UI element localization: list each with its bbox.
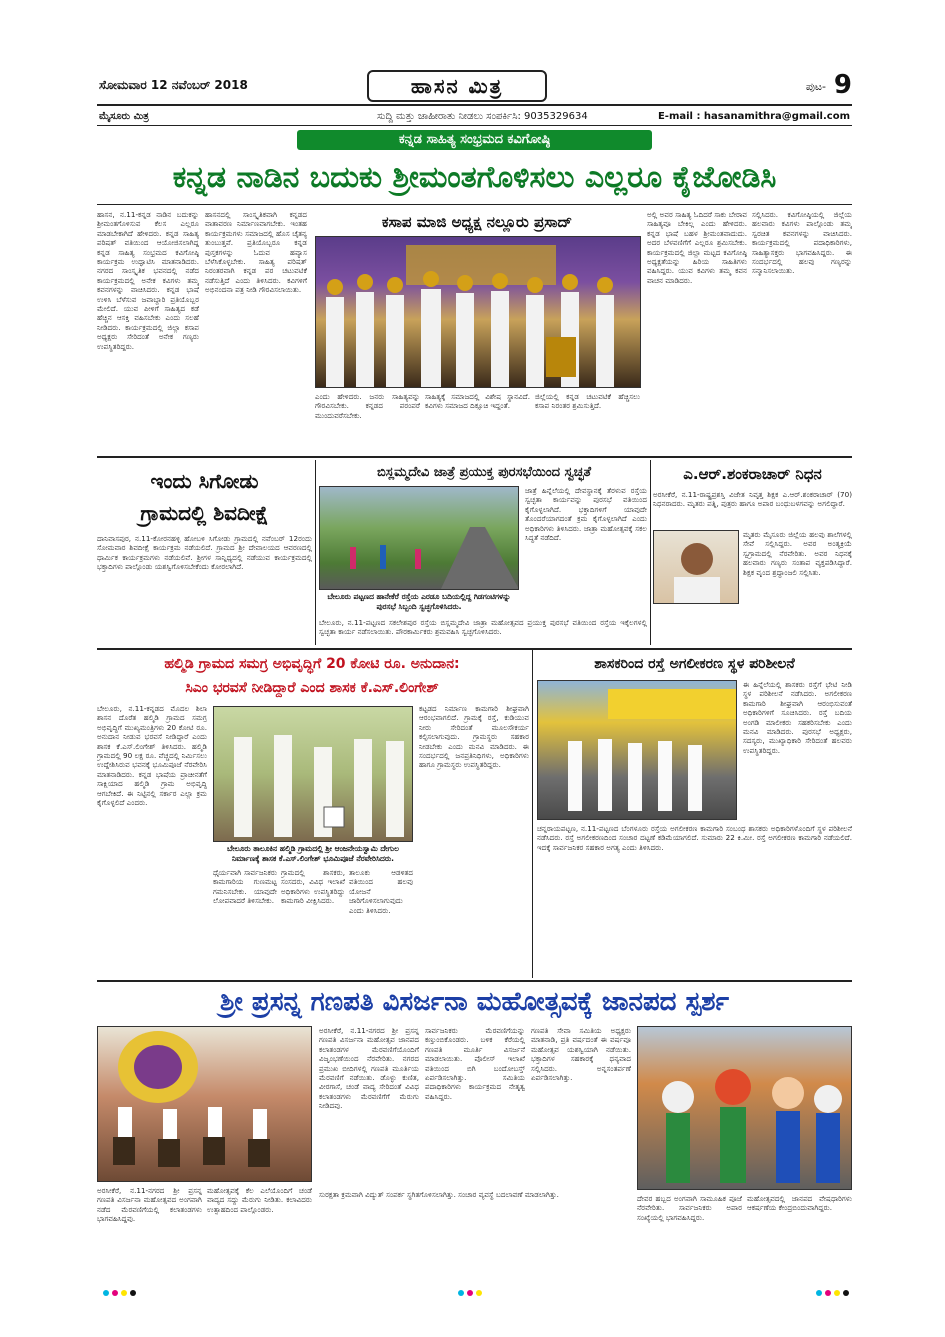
story5-photo-col-c: ತಾಲೂಕು ಆಡಳಿತದ ವತಿಯಿಂದ ಹಲವು ಯೋಜನೆ ಜಾರಿಗೊಳಿಸಲಾಗುವುದು ಎಂದು ತಿಳಿಸಿದರು. bbox=[349, 868, 413, 915]
subheader bbox=[97, 108, 852, 126]
registration-mark bbox=[458, 1290, 464, 1296]
story7-col-mid-b: ಸಾರ್ವಜನಿಕರು ಮೆರವಣಿಗೆಯನ್ನು ಕಣ್ತುಂಬಿಕೊಂಡರು. ಬಳಿಕ ಕೆರೆಯಲ್ಲಿ ಗಣಪತಿ ಮೂರ್ತಿ ವಿಸರ್ಜನೆ ಮಾಡಲಾಯಿತು. ಪೊಲೀಸ್ ಇಲಾಖೆ ವತಿಯಿಂದ ಬಿಗಿ ಬಂದೋಬಸ್ತ್ ಏರ್ಪಡಿಸಲಾಗಿತ್ತು. ಸಮಿತಿಯ ಪದಾಧಿಕಾರಿಗಳು ಕಾರ್ಯಕ್ರಮದ ನೇತೃತ್ವ ವಹಿಸಿದ್ದರು. bbox=[425, 1026, 525, 1101]
page-number: 9 bbox=[833, 70, 852, 100]
registration-mark bbox=[843, 1290, 849, 1296]
story3-body-right: ಜಾತ್ರೆ ಹಿನ್ನೆಲೆಯಲ್ಲಿ ದೇವಸ್ಥಾನಕ್ಕೆ ತೆರಳುವ ರಸ್ತೆಯ ಸ್ವಚ್ಛತಾ ಕಾರ್ಯವನ್ನು ಪುರಸಭೆ ವತಿಯಿಂದ ಕೈಗೊಳ್ಳಲಾಗಿದೆ. ಭಕ್ತಾದಿಗಳಿಗೆ ಯಾವುದೇ ತೊಂದರೆಯಾಗದಂತೆ ಕ್ರಮ ಕೈಗೊಳ್ಳಲಾಗಿದೆ ಎಂದು ಅಧಿಕಾರಿಗಳು ತಿಳಿಸಿದರು. ಜಾತ್ರಾ ಮಹೋತ್ಸವಕ್ಕೆ ಸಕಲ ಸಿದ್ಧತೆ ನಡೆದಿದೆ. bbox=[525, 486, 647, 543]
story7-photo-left bbox=[97, 1026, 312, 1182]
story7-col-right-bottom-2: ಮಹೋತ್ಸವದಲ್ಲಿ ಜಾನಪದ ವೇಷಧಾರಿಗಳು ಆಕರ್ಷಣೆಯ ಕೇಂದ್ರಬಿಂದುವಾಗಿದ್ದರು. bbox=[747, 1194, 852, 1213]
story3-headline: ಬಿಸ್ಲಮ್ಮದೇವಿ ಜಾತ್ರೆ ಪ್ರಯುಕ್ತ ಪುರಸಭೆಯಿಂದ ಸ್ವಚ್ಛತೆ bbox=[376, 465, 592, 480]
story1-column-2: ಹಾಸನದಲ್ಲಿ ಸಾಂಸ್ಕೃತಿಕವಾಗಿ ಕನ್ನಡದ ವಾತಾವರಣ ನಿರ್ಮಾಣವಾಗಬೇಕು. ಇಂತಹ ಕಾರ್ಯಕ್ರಮಗಳು ಸಮಾಜದಲ್ಲಿ ಹೊಸ ಚೈತನ್ಯ ತುಂಬುತ್ತವೆ. ಪ್ರತಿಯೊಬ್ಬರೂ ಕನ್ನಡ ಪುಸ್ತಕಗಳನ್ನು ಓದುವ ಹವ್ಯಾಸ ಬೆಳೆಸಿಕೊಳ್ಳಬೇಕು. ಸಾಹಿತ್ಯ ಪರಿಷತ್ ನಿರಂತರವಾಗಿ ಕನ್ನಡ ಪರ ಚಟುವಟಿಕೆ ನಡೆಸುತ್ತಿದೆ ಎಂದು ತಿಳಿಸಿದರು. ಕವಿಗಳಿಗೆ ಅಭಿನಂದನಾ ಪತ್ರ ನೀಡಿ ಗೌರವಿಸಲಾಯಿತು. bbox=[205, 210, 307, 295]
story7-photo-right bbox=[637, 1026, 852, 1190]
story7-col-mid-bottom: ಸುರಕ್ಷತಾ ಕ್ರಮವಾಗಿ ವಿದ್ಯುತ್ ಸಂಪರ್ಕ ಸ್ಥಗಿತಗೊಳಿಸಲಾಗಿತ್ತು. ಸಂಚಾರ ವ್ಯವಸ್ಥೆ ಬದಲಾವಣೆ ಮಾಡಲಾಗಿತ್ತು. bbox=[319, 1190, 559, 1199]
page-header bbox=[97, 70, 852, 106]
story1-column-3: ಅಲ್ಲಿ ಅವರ ಸಾಹಿತ್ಯ ಓದಿದರೆ ಸಾಕು ಬೇರಾವ ಸಾಹಿತ್ಯವೂ ಬೇಕಿಲ್ಲ ಎಂದು ಹೇಳಿದರು. ಕನ್ನಡ ಭಾಷೆ ಬಹಳ ಶ್ರೀಮಂತವಾದುದು. ಅದರ ಬೆಳವಣಿಗೆಗೆ ಎಲ್ಲರೂ ಶ್ರಮಿಸಬೇಕು. ಕಾರ್ಯಕ್ರಮದಲ್ಲಿ ಜಿಲ್ಲಾ ಮಟ್ಟದ ಕವಿಗೋಷ್ಠಿ ಅಧ್ಯಕ್ಷತೆಯನ್ನು ಹಿರಿಯ ಸಾಹಿತಿಗಳು ವಹಿಸಿದ್ದರು. ಯುವ ಕವಿಗಳು ತಮ್ಮ ಕವನ ವಾಚನ ಮಾಡಿದರು. bbox=[647, 210, 747, 285]
registration-mark bbox=[121, 1290, 127, 1296]
story6-body-right: ಈ ಹಿನ್ನೆಲೆಯಲ್ಲಿ ಶಾಸಕರು ರಸ್ತೆಗೆ ಭೇಟಿ ನೀಡಿ ಸ್ಥಳ ಪರಿಶೀಲನೆ ನಡೆಸಿದರು. ಅಗಲೀಕರಣ ಕಾಮಗಾರಿ ಶೀಘ್ರವಾಗಿ ಆರಂಭಿಸುವಂತೆ ಅಧಿಕಾರಿಗಳಿಗೆ ಸೂಚಿಸಿದರು. ರಸ್ತೆ ಬದಿಯ ಅಂಗಡಿ ಮಾಲೀಕರು ಸಹಕರಿಸಬೇಕು ಎಂದು ಮನವಿ ಮಾಡಿದರು. ಪುರಸಭೆ ಅಧ್ಯಕ್ಷರು, ಸದಸ್ಯರು, ಮುಖ್ಯಾಧಿಕಾರಿ ಸೇರಿದಂತೆ ಹಲವರು ಉಪಸ್ಥಿತರಿದ್ದರು. bbox=[743, 680, 852, 755]
story5-column-2: ಕಟ್ಟಡದ ನಿರ್ಮಾಣ ಕಾಮಗಾರಿ ಶೀಘ್ರವಾಗಿ ಆರಂಭವಾಗಲಿದೆ. ಗ್ರಾಮಕ್ಕೆ ರಸ್ತೆ, ಕುಡಿಯುವ ನೀರು ಸೇರಿದಂತೆ ಮೂಲಸೌಕರ್ಯ ಕಲ್ಪಿಸಲಾಗುವುದು. ಗ್ರಾಮಸ್ಥರು ಸಹಕಾರ ನೀಡಬೇಕು ಎಂದು ಮನವಿ ಮಾಡಿದರು. ಈ ಸಂದರ್ಭದಲ್ಲಿ ಜನಪ್ರತಿನಿಧಿಗಳು, ಅಧಿಕಾರಿಗಳು ಹಾಗೂ ಗ್ರಾಮಸ್ಥರು ಉಪಸ್ಥಿತರಿದ್ದರು. bbox=[419, 704, 529, 770]
story4-body-top: ಅರಸೀಕೆರೆ, ನ.11-ರಾಷ್ಟ್ರಪ್ರಶಸ್ತಿ ವಿಜೇತ ನಿವೃತ್ತ ಶಿಕ್ಷಕ ಎ.ಆರ್.ಶಂಕರಾಚಾರ್ (70) ನಿಧನರಾದರು. ಮೃತರು ಪತ್ನಿ, ಪುತ್ರರು ಹಾಗೂ ಅಪಾರ ಬಂಧುಬಳಗವನ್ನು ಅಗಲಿದ್ದಾರೆ. bbox=[653, 490, 852, 509]
story5-photo bbox=[213, 706, 413, 842]
story1-column-4: ಸಲ್ಲಿಸಿದರು. ಕವಿಗೋಷ್ಠಿಯಲ್ಲಿ ಜಿಲ್ಲೆಯ ಹಲವಾರು ಕವಿಗಳು ಪಾಲ್ಗೊಂಡು ತಮ್ಮ ಸ್ವರಚಿತ ಕವನಗಳನ್ನು ವಾಚಿಸಿದರು. ಕಾರ್ಯಕ್ರಮದಲ್ಲಿ ಪದಾಧಿಕಾರಿಗಳು, ಸಾಹಿತ್ಯಾಸಕ್ತರು ಭಾಗವಹಿಸಿದ್ದರು. ಈ ಸಂದರ್ಭದಲ್ಲಿ ಹಲವು ಗಣ್ಯರನ್ನು ಸನ್ಮಾನಿಸಲಾಯಿತು. bbox=[752, 210, 852, 276]
story1-headline: ಕನ್ನಡ ನಾಡಿನ ಬದುಕು ಶ್ರೀಮಂತಗೊಳಿಸಲು ಎಲ್ಲರೂ ಕೈಜೋಡಿಸಿ bbox=[172, 160, 777, 195]
story1-photo bbox=[315, 236, 641, 388]
edition-name: ಮೈಸೂರು ಮಿತ್ರ bbox=[99, 111, 149, 122]
email-line: E-mail : hasanamithra@gmail.com bbox=[657, 111, 850, 122]
story6-headline: ಶಾಸಕರಿಂದ ರಸ್ತೆ ಅಗಲೀಕರಣ ಸ್ಥಳ ಪರಿಶೀಲನೆ bbox=[594, 656, 795, 672]
story3-photo-caption: ಬೇಲೂರು ಪಟ್ಟಣದ ಹಾನೇಕೆರೆ ರಸ್ತೆಯ ಎರಡೂ ಬದಿಯಲ್ಲಿದ್ದ ಗಿಡಗಂಟಿಗಳನ್ನು ಪುರಸಭೆ ಸಿಬ್ಬಂದಿ ಸ್ವಚ್ಛಗೊಳಿಸಿದರು. bbox=[327, 592, 511, 611]
story7-col-left-bottom-2: ಮಹೋತ್ಸವಕ್ಕೆ ಕೆಲ ಎಲೆಯೊಂದಿಗೆ ಚಂಡೆ ವಾದ್ಯದ ಸದ್ದು ಮೆರುಗು ನೀಡಿತು. ಕಲಾವಿದರು ಉತ್ಸಾಹದಿಂದ ಪಾಲ್ಗೊಂಡರು. bbox=[207, 1186, 312, 1214]
story4-body-bottom: ಮೃತರು ಮೈಸೂರು ಜಿಲ್ಲೆಯ ಹಲವು ಶಾಲೆಗಳಲ್ಲಿ ಸೇವೆ ಸಲ್ಲಿಸಿದ್ದರು. ಅವರ ಅಂತ್ಯಕ್ರಿಯೆ ಸ್ವಗ್ರಾಮದಲ್ಲಿ ನೆರವೇರಿತು. ಅವರ ನಿಧನಕ್ಕೆ ಹಲವಾರು ಗಣ್ಯರು ಸಂತಾಪ ವ್ಯಕ್ತಪಡಿಸಿದ್ದಾರೆ. ಶಿಕ್ಷಕ ವೃಂದ ಶ್ರದ್ಧಾಂಜಲಿ ಸಲ್ಲಿಸಿತು. bbox=[743, 530, 852, 577]
story7-headline: ಶ್ರೀ ಪ್ರಸನ್ನ ಗಣಪತಿ ವಿಸರ್ಜನಾ ಮಹೋತ್ಸವಕ್ಕೆ ಜಾನಪದ ಸ್ಪರ್ಶ bbox=[220, 987, 729, 1017]
story3-body-bottom: ಬೇಲೂರು, ನ.11-ಪಟ್ಟಣದ ಸಕಲೇಶಪುರ ರಸ್ತೆಯ ಬಿಸ್ಲಮ್ಮದೇವಿ ಜಾತ್ರಾ ಮಹೋತ್ಸವದ ಪ್ರಯುಕ್ತ ಪುರಸಭೆ ವತಿಯಿಂದ ರಸ್ತೆಯ ಇಕ್ಕೆಲಗಳಲ್ಲಿ ಸ್ವಚ್ಛತಾ ಕಾರ್ಯ ನಡೆಸಲಾಯಿತು. ಪೌರಕಾರ್ಮಿಕರು ಶ್ರಮವಹಿಸಿ ಸ್ವಚ್ಛಗೊಳಿಸಿದರು. bbox=[319, 618, 647, 637]
registration-mark bbox=[816, 1290, 822, 1296]
story1-column-1: ಹಾಸನ, ನ.11-ಕನ್ನಡ ನಾಡಿನ ಬದುಕನ್ನು ಶ್ರೀಮಂತಗೊಳಿಸುವ ಕೆಲಸ ಎಲ್ಲರೂ ಮಾಡಬೇಕಾಗಿದೆ ಹೇಳಿದರು. ಕನ್ನಡ ಸಾಹಿತ್ಯ ಪರಿಷತ್ ವತಿಯಿಂದ ಆಯೋಜಿಸಲಾಗಿದ್ದ ಕನ್ನಡ ಸಾಹಿತ್ಯ ಸಂಭ್ರಮದ ಕವಿಗೋಷ್ಠಿ ಕಾರ್ಯಕ್ರಮ ಉದ್ಘಾಟಿಸಿ ಮಾತನಾಡಿದರು. ನಗರದ ಸಾಂಸ್ಕೃತಿಕ ಭವನದಲ್ಲಿ ನಡೆದ ಕಾರ್ಯಕ್ರಮದಲ್ಲಿ ಅನೇಕ ಕವಿಗಳು ತಮ್ಮ ಕವನಗಳನ್ನು ವಾಚಿಸಿದರು. ಕನ್ನಡ ಭಾಷೆ ಉಳಿಸಿ ಬೆಳೆಸುವ ಜವಾಬ್ದಾರಿ ಪ್ರತಿಯೊಬ್ಬರ ಮೇಲಿದೆ. ಯುವ ಪೀಳಿಗೆ ಸಾಹಿತ್ಯದ ಕಡೆ ಹೆಚ್ಚಿನ ಆಸಕ್ತಿ ವಹಿಸಬೇಕು ಎಂದು ಸಲಹೆ ನೀಡಿದರು. ಕಾರ್ಯಕ್ರಮದಲ್ಲಿ ಜಿಲ್ಲಾ ಕಸಾಪ ಅಧ್ಯಕ್ಷರು ಸೇರಿದಂತೆ ಅನೇಕ ಗಣ್ಯರು ಉಪಸ್ಥಿತರಿದ್ದರು. bbox=[97, 210, 199, 351]
story5-column-1: ಬೇಲೂರು, ನ.11-ಕನ್ನಡದ ಮೊದಲ ಶಿಲಾ ಶಾಸನ ದೊರೆತ ಹಲ್ಮಿಡಿ ಗ್ರಾಮದ ಸಮಗ್ರ ಅಭಿವೃದ್ಧಿಗೆ ಮುಖ್ಯಮಂತ್ರಿಗಳು 20 ಕೋಟಿ ರೂ. ಅನುದಾನ ನೀಡುವ ಭರವಸೆ ನೀಡಿದ್ದಾರೆ ಎಂದು ಶಾಸಕ ಕೆ.ಎಸ್.ಲಿಂಗೇಶ್ ತಿಳಿಸಿದರು. ಹಲ್ಮಿಡಿ ಗ್ರಾಮದಲ್ಲಿ 90 ಲಕ್ಷ ರೂ. ವೆಚ್ಚದಲ್ಲಿ ನಿರ್ಮಿಸಲು ಉದ್ದೇಶಿಸಿರುವ ಭವನಕ್ಕೆ ಭೂಮಿಪೂಜೆ ನೆರವೇರಿಸಿ ಮಾತನಾಡಿದರು. ಕನ್ನಡ ಭಾಷೆಯ ಪ್ರಾಚೀನತೆಗೆ ಸಾಕ್ಷಿಯಾದ ಹಲ್ಮಿಡಿ ಗ್ರಾಮ ಅಭಿವೃದ್ಧಿ ಆಗಬೇಕಿದೆ. ಈ ನಿಟ್ಟಿನಲ್ಲಿ ಸರ್ಕಾರ ಎಲ್ಲಾ ಕ್ರಮ ಕೈಗೊಳ್ಳಲಿದೆ ಎಂದರು. bbox=[97, 704, 207, 808]
registration-mark bbox=[467, 1290, 473, 1296]
story2-body: ದಾನಿವಾಸಪುರ, ನ.11-ಕೋರನಹಳ್ಳಿ ಹೋಬಳಿ ಸಿಗೋಡು ಗ್ರಾಮದಲ್ಲಿ ನವೆಂಬರ್ 12ರಂದು ಸೋಮವಾರ ಶಿವದೀಕ್ಷೆ ಕಾರ್ಯಕ್ರಮ ನಡೆಯಲಿದೆ. ಗ್ರಾಮದ ಶ್ರೀ ದೇವಾಲಯದ ಆವರಣದಲ್ಲಿ ಧಾರ್ಮಿಕ ಕಾರ್ಯಕ್ರಮಗಳು ನಡೆಯಲಿವೆ. ಶ್ರೀಗಳ ಸಾನ್ನಿಧ್ಯದಲ್ಲಿ ನಡೆಯುವ ಕಾರ್ಯಕ್ರಮದಲ್ಲಿ ಭಕ್ತಾದಿಗಳು ಪಾಲ್ಗೊಂಡು ಯಶಸ್ವಿಗೊಳಿಸಬೇಕೆಂದು ಕೋರಲಾಗಿದೆ. bbox=[97, 534, 312, 572]
story5-photo-caption: ಬೇಲೂರು ತಾಲೂಕಿನ ಹಲ್ಮಿಡಿ ಗ್ರಾಮದಲ್ಲಿ ಶ್ರೀ ಆಂಜನೇಯಸ್ವಾಮಿ ದೇಗುಲ ನಿರ್ಮಾಣಕ್ಕೆ ಶಾಸಕ ಕೆ.ಎಸ್.ಲಿಂಗೇಶ್ ಭೂಮಿಪೂಜೆ ನೆರವೇರಿಸಿದರು. bbox=[227, 844, 399, 863]
registration-mark bbox=[103, 1290, 109, 1296]
story6-body-bottom: ಚನ್ನರಾಯಪಟ್ಟಣ, ನ.11-ಪಟ್ಟಣದ ಬೆಂಗಳೂರು ರಸ್ತೆಯ ಅಗಲೀಕರಣ ಕಾಮಗಾರಿ ಸಂಬಂಧ ಶಾಸಕರು ಅಧಿಕಾರಿಗಳೊಂದಿಗೆ ಸ್ಥಳ ಪರಿಶೀಲನೆ ನಡೆಸಿದರು. ರಸ್ತೆ ಅಗಲೀಕರಣದಿಂದ ಸಂಚಾರ ದಟ್ಟಣೆ ಕಡಿಮೆಯಾಗಲಿದೆ. ಸುಮಾರು 22 ಕಿ.ಮೀ. ರಸ್ತೆ ಅಗಲೀಕರಣ ಕಾಮಗಾರಿ ನಡೆಯಲಿದೆ. ಇದಕ್ಕೆ ಸಾರ್ವಜನಿಕರ ಸಹಕಾರ ಅಗತ್ಯ ಎಂದು ತಿಳಿಸಿದರು. bbox=[537, 824, 852, 852]
registration-mark bbox=[476, 1290, 482, 1296]
story7-col-right-bottom: ದೇವರ ಹಬ್ಬದ ಅಂಗವಾಗಿ ಸಾಮೂಹಿಕ ಪೂಜೆ ನೆರವೇರಿತು. ಸಾರ್ವಜನಿಕರು ಅಪಾರ ಸಂಖ್ಯೆಯಲ್ಲಿ ಭಾಗವಹಿಸಿದ್ದರು. bbox=[637, 1194, 742, 1222]
story1-photo-col-mid: ಸಾಹಿತ್ಯಕ್ಕೆ ಸಮಾಜದಲ್ಲಿ ವಿಶೇಷ ಸ್ಥಾನವಿದೆ. ಕವಿಗಳು ಸಮಾಜದ ದಿಕ್ಸೂಚಿ ಇದ್ದಂತೆ. bbox=[425, 392, 530, 411]
masthead: ಹಾಸನ ಮಿತ್ರ bbox=[367, 70, 547, 102]
registration-mark bbox=[112, 1290, 118, 1296]
story2-headline-line2: ಗ್ರಾಮದಲ್ಲಿ ಶಿವದೀಕ್ಷೆ bbox=[140, 501, 269, 525]
story1-subhead: ಕಸಾಪ ಮಾಜಿ ಅಧ್ಯಕ್ಷ ನಲ್ಲೂರು ಪ್ರಸಾದ್ bbox=[381, 213, 573, 231]
story5-photo-col-b: ಗ್ರಾಮದಲ್ಲಿ ಶಾಸಕರು, ಸಂಸದರು, ವಿವಿಧ ಇಲಾಖೆ ಅಧಿಕಾರಿಗಳು ಉಪಸ್ಥಿತರಿದ್ದು ಕಾಮಗಾರಿ ವೀಕ್ಷಿಸಿದರು. bbox=[281, 868, 345, 906]
registration-mark bbox=[834, 1290, 840, 1296]
story1-photo-col-left: ಎಂದು ಹೇಳಿದರು. ಜನರು ಸಾಹಿತ್ಯವನ್ನು ಗೌರವಿಸಬೇಕು. ಕನ್ನಡದ ಪರಂಪರೆ ಮುಂದುವರೆಸಬೇಕು. bbox=[315, 392, 420, 420]
story7-col-left-bottom: ಅರಸೀಕೆರೆ, ನ.11-ನಗರದ ಶ್ರೀ ಪ್ರಸನ್ನ ಗಣಪತಿ ವಿಸರ್ಜನಾ ಮಹೋತ್ಸವದ ಅಂಗವಾಗಿ ನಡೆದ ಮೆರವಣಿಗೆಯಲ್ಲಿ ಕಲಾತಂಡಗಳು ಭಾಗವಹಿಸಿದ್ದವು. bbox=[97, 1186, 202, 1224]
story4-portrait bbox=[653, 530, 739, 604]
story4-headline: ಎ.ಆರ್.ಶಂಕರಾಚಾರ್ ನಿಧನ bbox=[683, 465, 822, 483]
newspaper-page bbox=[97, 70, 852, 1285]
page-label: ಪುಟ- bbox=[805, 80, 826, 93]
registration-mark bbox=[130, 1290, 136, 1296]
story3-photo bbox=[319, 486, 519, 590]
contact-line: ಸುದ್ದಿ ಮತ್ತು ಜಾಹೀರಾತು ನೀಡಲು ಸಂಪರ್ಕಿಸಿ: 9035329634 bbox=[377, 111, 588, 122]
story5-headline-line2: ಸಿಎಂ ಭರವಸೆ ನೀಡಿದ್ದಾರೆ ಎಂದ ಶಾಸಕ ಕೆ.ಎಸ್.ಲಿಂಗೇಶ್ bbox=[185, 680, 439, 696]
story7-col-mid-c: ಗಣಪತಿ ಸೇವಾ ಸಮಿತಿಯ ಅಧ್ಯಕ್ಷರು ಮಾತನಾಡಿ, ಪ್ರತಿ ವರ್ಷದಂತೆ ಈ ವರ್ಷವೂ ಮಹೋತ್ಸವ ಯಶಸ್ವಿಯಾಗಿ ನಡೆಯಿತು. ಭಕ್ತಾದಿಗಳ ಸಹಕಾರಕ್ಕೆ ಧನ್ಯವಾದ ಸಲ್ಲಿಸಿದರು. ಅನ್ನಸಂತರ್ಪಣೆ ಏರ್ಪಡಿಸಲಾಗಿತ್ತು. bbox=[531, 1026, 631, 1083]
story2-headline-line1: ಇಂದು ಸಿಗೋಡು bbox=[150, 469, 259, 493]
story5-photo-col-a: ಧೈರ್ಯವಾಗಿ ಸಾರ್ವಜನಿಕರು ಕಾಮಗಾರಿಯ ಗುಣಮಟ್ಟ ಗಮನಿಸಬೇಕು. ಯಾವುದೇ ಲೋಪವಾದರೆ ತಿಳಿಸಬೇಕು. bbox=[213, 868, 277, 906]
registration-mark bbox=[825, 1290, 831, 1296]
story1-kicker: ಕನ್ನಡ ಸಾಹಿತ್ಯ ಸಂಭ್ರಮದ ಕವಿಗೋಷ್ಠಿ bbox=[297, 130, 652, 150]
story5-headline-line1: ಹಲ್ಮಿಡಿ ಗ್ರಾಮದ ಸಮಗ್ರ ಅಭಿವೃದ್ಧಿಗೆ 20 ಕೋಟಿ ರೂ. ಅನುದಾನ: bbox=[164, 656, 460, 672]
story1-photo-col-right: ಜಿಲ್ಲೆಯಲ್ಲಿ ಕನ್ನಡ ಚಟುವಟಿಕೆ ಹೆಚ್ಚಿಸಲು ಕಸಾಪ ನಿರಂತರ ಶ್ರಮಿಸುತ್ತಿದೆ. bbox=[535, 392, 640, 411]
story7-col-mid-a: ಅರಸೀಕೆರೆ, ನ.11-ನಗರದ ಶ್ರೀ ಪ್ರಸನ್ನ ಗಣಪತಿ ವಿಸರ್ಜನಾ ಮಹೋತ್ಸವ ಜಾನಪದ ಕಲಾತಂಡಗಳ ಮೆರವಣಿಗೆಯೊಂದಿಗೆ ವಿಜೃಂಭಣೆಯಿಂದ ನೆರವೇರಿತು. ನಗರದ ಪ್ರಮುಖ ಬೀದಿಗಳಲ್ಲಿ ಗಣಪತಿ ಮೂರ್ತಿಯ ಮೆರವಣಿಗೆ ನಡೆಯಿತು. ಡೊಳ್ಳು ಕುಣಿತ, ವೀರಗಾಸೆ, ಚಂಡೆ ವಾದ್ಯ ಸೇರಿದಂತೆ ವಿವಿಧ ಕಲಾತಂಡಗಳು ಮೆರವಣಿಗೆಗೆ ಮೆರುಗು ನೀಡಿದವು. bbox=[319, 1026, 419, 1111]
story6-photo bbox=[537, 680, 737, 820]
issue-date: ಸೋಮವಾರ 12 ನವೆಂಬರ್ 2018 bbox=[99, 78, 248, 92]
